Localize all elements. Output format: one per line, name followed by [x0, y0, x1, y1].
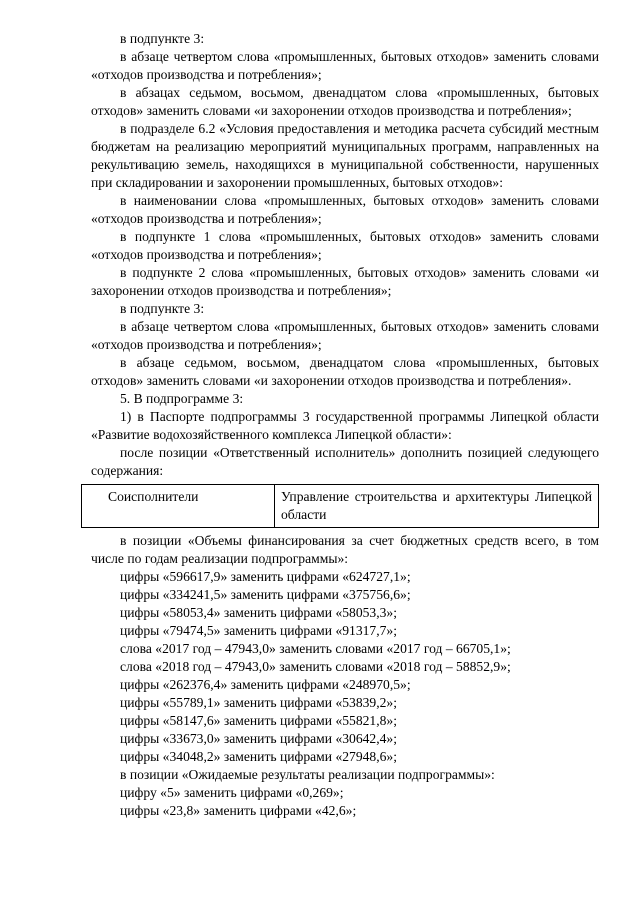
- list-item: цифры «79474,5» заменить цифрами «91317,7»;: [120, 623, 397, 638]
- paragraph: в абзацах седьмом, восьмом, двенадцатом слова «промышленных, бытовых отходов» заменить словами «и захоронении отходов производства и потребления»;: [91, 85, 599, 118]
- list-item: цифры «55789,1» заменить цифрами «53839,2»;: [120, 695, 397, 710]
- paragraph: в подразделе 6.2 «Условия предоставления и методика расчета субсидий местным бюджетам на реализацию мероприятий муниципальных программ, направленных на рекультивацию земель, находящихся в муниципальной собственности, нарушенных при складировании и захоронении промышленных, бытовых отходов»:: [91, 121, 599, 190]
- paragraph: в позиции «Объемы финансирования за счет бюджетных средств всего, в том числе по годам реализации подпрограммы»:: [91, 533, 599, 566]
- table-cell-value: Управление строительства и архитектуры Липецкой области: [275, 485, 599, 528]
- list-item: цифры «33673,0» заменить цифрами «30642,4»;: [120, 731, 397, 746]
- list-item: цифры «23,8» заменить цифрами «42,6»;: [120, 803, 357, 818]
- list-item: цифры «262376,4» заменить цифрами «248970,5»;: [120, 677, 411, 692]
- paragraph: в абзаце седьмом, восьмом, двенадцатом слова «промышленных, бытовых отходов» заменить словами «и захоронении отходов производства и потребления».: [91, 355, 599, 388]
- paragraph: в абзаце четвертом слова «промышленных, бытовых отходов» заменить словами «отходов производства и потребления»;: [91, 319, 599, 352]
- list-item: в позиции «Ожидаемые результаты реализации подпрограммы»:: [120, 767, 495, 782]
- paragraph: после позиции «Ответственный исполнитель» дополнить позицией следующего содержания:: [91, 445, 599, 478]
- paragraph: в подпункте 3:: [120, 301, 205, 316]
- list-item: цифры «596617,9» заменить цифрами «624727,1»;: [120, 569, 411, 584]
- table-row: [82, 485, 599, 528]
- paragraph: в наименовании слова «промышленных, бытовых отходов» заменить словами «отходов производства и потребления»;: [91, 193, 599, 226]
- paragraph: 1) в Паспорте подпрограммы 3 государственной программы Липецкой области «Развитие водохозяйственного комплекса Липецкой области»:: [91, 409, 599, 442]
- paragraph: в подпункте 1 слова «промышленных, бытовых отходов» заменить словами «отходов производства и потребления»;: [91, 229, 599, 262]
- paragraph: в подпункте 2 слова «промышленных, бытовых отходов» заменить словами «и захоронении отходов производства и потребления»;: [91, 265, 599, 298]
- list-item: цифры «334241,5» заменить цифрами «375756,6»;: [120, 587, 411, 602]
- coexecutors-table: [81, 484, 599, 528]
- paragraph: в абзаце четвертом слова «промышленных, бытовых отходов» заменить словами «отходов производства и потребления»;: [91, 49, 599, 82]
- list-item: слова «2017 год – 47943,0» заменить словами «2017 год – 66705,1»;: [120, 641, 511, 656]
- list-item: цифры «58147,6» заменить цифрами «55821,8»;: [120, 713, 397, 728]
- paragraph: в подпункте 3:: [120, 31, 205, 46]
- paragraph: 5. В подпрограмме 3:: [120, 391, 244, 406]
- document-body: [91, 30, 599, 820]
- table-cell-label: Соисполнители: [82, 485, 275, 528]
- list-item: цифры «34048,2» заменить цифрами «27948,6»;: [120, 749, 397, 764]
- list-item: цифру «5» заменить цифрами «0,269»;: [120, 785, 344, 800]
- list-item: слова «2018 год – 47943,0» заменить словами «2018 год – 58852,9»;: [120, 659, 511, 674]
- list-item: цифры «58053,4» заменить цифрами «58053,3»;: [120, 605, 397, 620]
